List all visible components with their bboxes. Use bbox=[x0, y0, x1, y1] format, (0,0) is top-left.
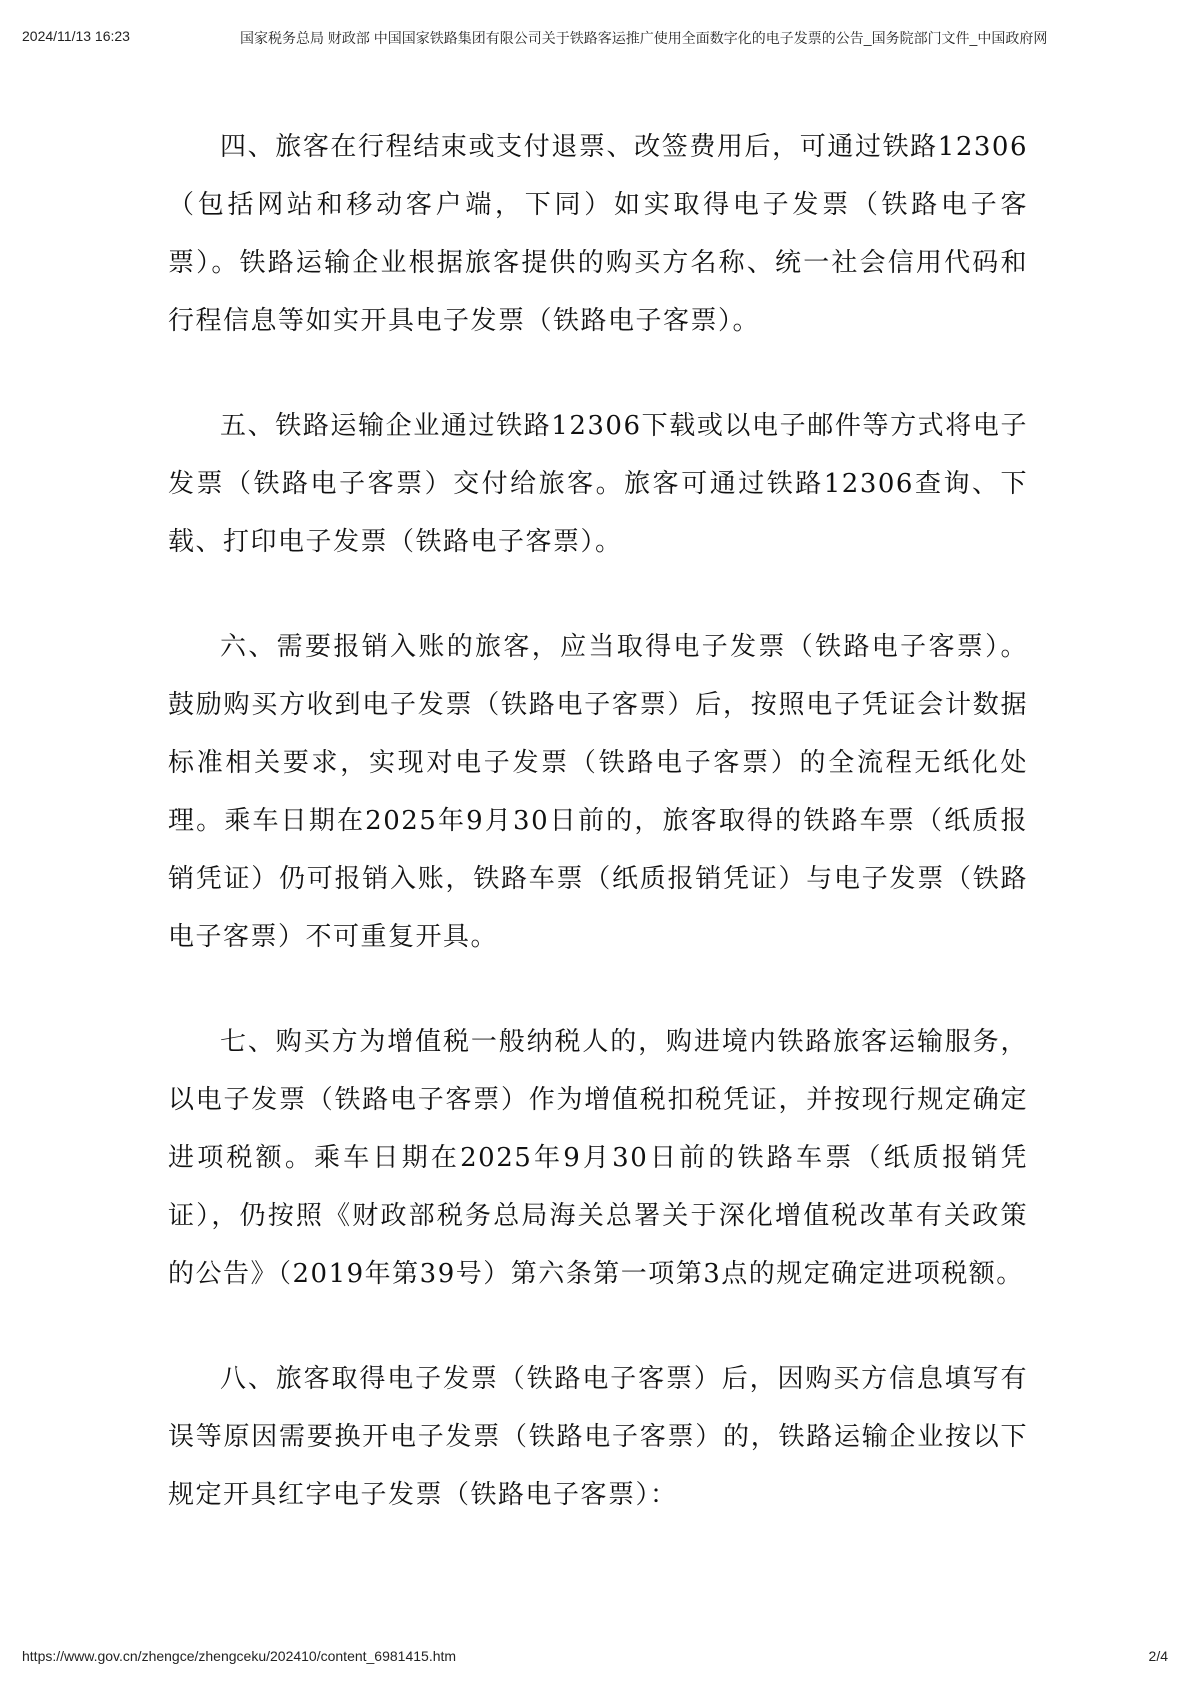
print-header bbox=[22, 28, 1168, 48]
source-url: https://www.gov.cn/zhengce/zhengceku/202410/content_6981415.htm bbox=[22, 1648, 457, 1664]
document-body bbox=[168, 118, 1028, 1571]
page-number: 2/4 bbox=[1148, 1648, 1168, 1664]
page-title: 国家税务总局 财政部 中国国家铁路集团有限公司关于铁路客运推广使用全面数字化的电子发票的公告_国务院部门文件_中国政府网 bbox=[240, 30, 1048, 46]
paragraph-8: 八、旅客取得电子发票（铁路电子客票）后，因购买方信息填写有误等原因需要换开电子发票（铁路电子客票）的，铁路运输企业按以下规定开具红字电子发票（铁路电子客票）： bbox=[168, 1364, 1028, 1510]
paragraph-6: 六、需要报销入账的旅客，应当取得电子发票（铁路电子客票）。鼓励购买方收到电子发票（铁路电子客票）后，按照电子凭证会计数据标准相关要求，实现对电子发票（铁路电子客票）的全流程无纸化处理。乘车日期在2025年9月30日前的，旅客取得的铁路车票（纸质报销凭证）仍可报销入账，铁路车票（纸质报销凭证）与电子发票（铁路电子客票）不可重复开具。 bbox=[168, 632, 1028, 952]
paragraph-7: 七、购买方为增值税一般纳税人的，购进境内铁路旅客运输服务，以电子发票（铁路电子客票）作为增值税扣税凭证，并按现行规定确定进项税额。乘车日期在2025年9月30日前的铁路车票（纸质报销凭证），仍按照《财政部税务总局海关总署关于深化增值税改革有关政策的公告》（2019年第39号）第六条第一项第3点的规定确定进项税额。 bbox=[168, 1027, 1028, 1289]
paragraph-4: 四、旅客在行程结束或支付退票、改签费用后，可通过铁路12306（包括网站和移动客户端，下同）如实取得电子发票（铁路电子客票）。铁路运输企业根据旅客提供的购买方名称、统一社会信用代码和行程信息等如实开具电子发票（铁路电子客票）。 bbox=[168, 132, 1028, 336]
print-datetime: 2024/11/13 16:23 bbox=[22, 28, 130, 44]
print-footer bbox=[22, 1648, 1168, 1668]
paragraph-5: 五、铁路运输企业通过铁路12306下载或以电子邮件等方式将电子发票（铁路电子客票）交付给旅客。旅客可通过铁路12306查询、下载、打印电子发票（铁路电子客票）。 bbox=[168, 411, 1028, 557]
